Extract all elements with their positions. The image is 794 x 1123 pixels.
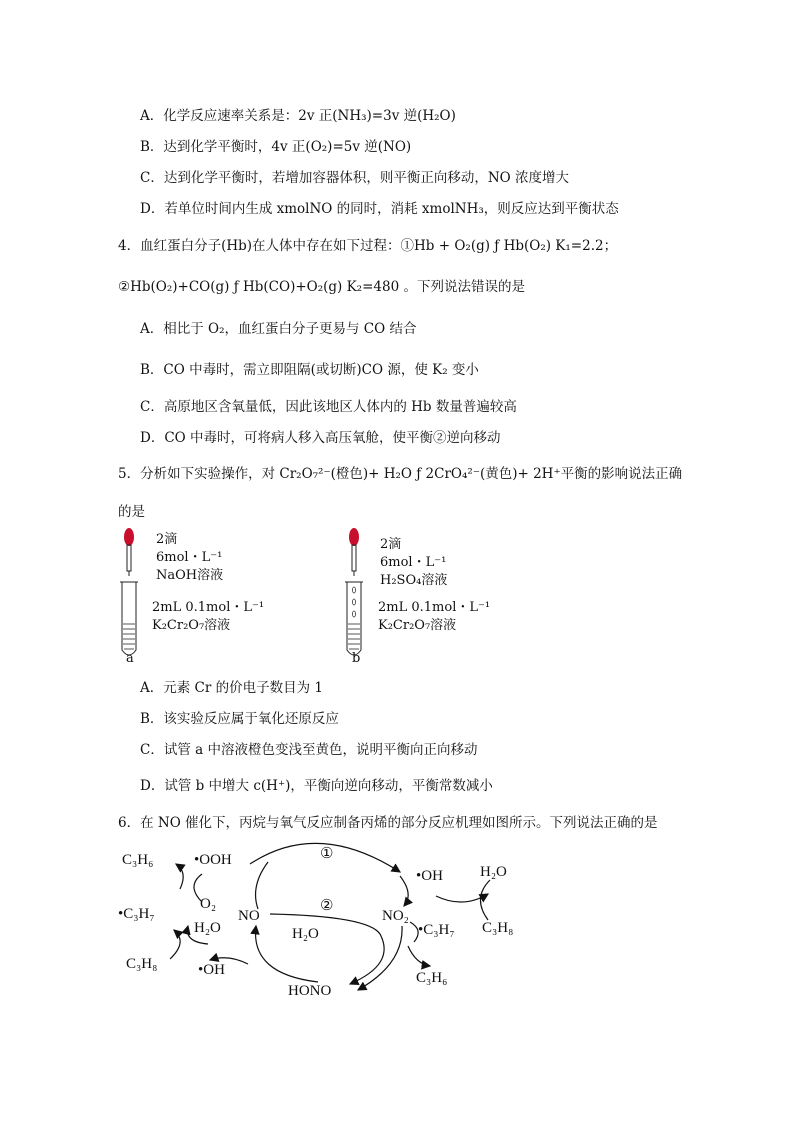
q4-option-c: C．高原地区含氧量低，因此该地区人体内的 Hb 数量普遍较高 [140,399,517,415]
q5-option-d: D．试管 b 中增大 c(H⁺)，平衡向逆向移动，平衡常数减小 [140,778,493,794]
tube-a-label: a [126,651,134,666]
q5-option-a: A．元素 Cr 的价电子数目为 1 [140,680,323,696]
tube-b-drops [353,587,356,617]
tube-a-drops: 2滴 [156,532,178,547]
q5-option-c: C．试管 a 中溶液橙色变浅至黄色，说明平衡向正向移动 [140,742,478,758]
tube-a-concentration: 6mol・L⁻¹ [156,550,223,565]
diagram-h2o-left: H₂O [194,920,221,936]
q5-stem-line2: 的是 [118,504,145,520]
diagram-c3h8-right: C₃H₈ [482,920,514,936]
q4-option-b: B．CO 中毒时，需立即阻隔(或切断)CO 源，使 K₂ 变小 [140,362,479,378]
tube-b-concentration: 6mol・L⁻¹ [380,555,447,570]
diagram-oh-right: •OH [416,868,443,884]
q3-option-b: B．达到化学平衡时，4v 正(O₂)=5v 逆(NO) [140,139,412,155]
test-tube-figure [118,526,518,666]
reaction-mechanism-diagram [118,834,538,999]
q4-stem-line1: 4．血红蛋白分子(Hb)在人体中存在如下过程：①Hb + O₂(g) ƒ Hb(O₂) K₁=2.2； [118,238,618,254]
diagram-circle-1: ① [320,846,334,862]
tube-b-solution-conc: 2mL 0.1mol・L⁻¹ [378,600,491,615]
arc-to-c3h6 [408,946,430,966]
q5-stem-line1: 5．分析如下实验操作，对 Cr₂O₇²⁻(橙色)+ H₂O ƒ 2CrO₄²⁻(黄色)+ 2H⁺平衡的影响说法正确 [118,466,683,482]
diagram-ooh: •OOH [194,852,232,868]
tube-a-solution-name: K₂Cr₂O₇溶液 [152,618,231,633]
tube-b-reagent: H₂SO₄溶液 [380,573,448,588]
diagram-no2: NO₂ [382,908,409,924]
tube-a-solution-conc: 2mL 0.1mol・L⁻¹ [152,600,265,615]
diagram-hono: HONO [288,983,332,999]
test-tube-drawing [118,526,518,666]
q5-option-b: B．该实验反应属于氧化还原反应 [140,711,339,727]
arc-right-top-b [480,880,490,920]
tube-b-solution [348,624,360,649]
diagram-circle-2: ② [320,898,334,914]
q6-stem: 6．在 NO 催化下，丙烷与氧气反应制备丙烯的部分反应机理如图所示。下列说法正确的是 [118,815,658,831]
arc-no2-to-hono [358,926,402,990]
diagram-c3h6-right: C₃H₆ [416,970,448,986]
q4-option-a: A．相比于 O₂，血红蛋白分子更易与 CO 结合 [140,321,417,337]
q4-stem-line2: ②Hb(O₂)+CO(g) ƒ Hb(CO)+O₂(g) K₂=480 。下列说法错误的是 [118,279,525,295]
diagram-o2: O₂ [200,896,217,912]
tube-b-drops: 2滴 [380,537,402,552]
q3-option-d: D．若单位时间内生成 xmolNO 的同时，消耗 xmolNH₃，则反应达到平衡状态 [140,201,619,217]
dropper-bulb-a [124,528,134,546]
diagram-oh-left: •OH [198,962,225,978]
diagram-c3h6-left: C₃H₆ [122,852,154,868]
tube-a-reagent: NaOH溶液 [156,568,224,583]
diagram-c3h7-left: •C₃H₇ [118,906,155,922]
arc-right-mid [410,922,418,942]
tube-a-solution [123,624,135,649]
diagram-h2o-right: H₂O [480,864,507,880]
arc-left-bottom [170,930,180,959]
q3-option-a: A．化学反应速率关系是：2v 正(NH₃)=3v 逆(H₂O) [140,108,456,124]
diagram-c3h7-right: •C₃H₇ [418,922,455,938]
arc-path-2 [270,914,384,984]
dropper-bulb-b [349,528,359,546]
dropper-stem-a [127,545,131,571]
tube-b-label: b [352,651,361,666]
tube-b-solution-name: K₂Cr₂O₇溶液 [378,618,457,633]
arc-to-no2 [400,876,408,906]
q3-option-c: C．达到化学平衡时，若增加容器体积，则平衡正向移动，NO 浓度增大 [140,170,569,186]
diagram-no: NO [238,908,260,924]
dropper-stem-b [352,545,356,571]
arc-no-to-ooh [256,862,268,909]
arc-left-top [176,864,183,889]
diagram-c3h8-left: C₃H₈ [126,956,158,972]
q4-option-d: D．CO 中毒时，可将病人移入高压氧舱，使平衡②逆向移动 [140,430,501,446]
diagram-h2o-middle: H₂O [292,926,319,942]
